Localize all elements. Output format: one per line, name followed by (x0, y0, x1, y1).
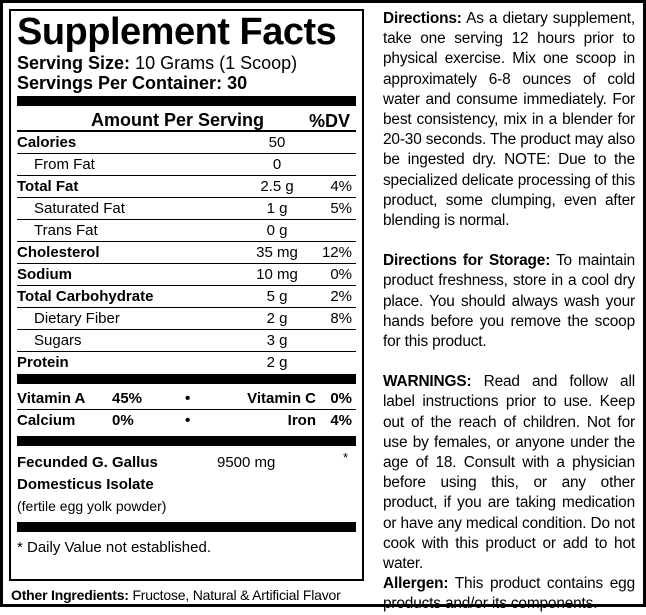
vitamin-value: 4% (330, 412, 352, 429)
nutrient-name: Dietary Fiber (34, 310, 120, 327)
allergen-label: Allergen: (383, 575, 449, 593)
servings-per-container (17, 73, 356, 93)
vitamin-value: 0% (330, 390, 352, 407)
nutrient-row (17, 264, 356, 286)
nutrient-row (17, 242, 356, 264)
nutrient-amount: 0 (272, 156, 282, 173)
ingredient-name-line1: Fecunded G. Gallus (17, 454, 158, 471)
nutrient-amount: 10 mg (256, 266, 298, 283)
other-ingredients-label: Other Ingredients: (11, 587, 129, 603)
nutrient-dv: 8% (330, 310, 352, 327)
nutrient-dv: 4% (330, 178, 352, 195)
serving-size (17, 53, 356, 73)
bullet-separator: • (185, 412, 191, 429)
nutrient-amount: 5 g (266, 288, 288, 305)
amount-per-serving-label: Amount Per Serving (91, 110, 265, 130)
nutrient-dv: 12% (321, 244, 352, 261)
nutrient-row (17, 176, 356, 198)
nutrient-name: Saturated Fat (34, 200, 125, 217)
allergen-text: This product contains egg products and/or its components. (383, 575, 635, 613)
directions-label: Directions: (383, 10, 462, 27)
nutrient-name: Cholesterol (17, 244, 100, 261)
bullet-separator: • (185, 390, 191, 407)
ingredient-amount: 9500 mg (217, 454, 276, 471)
directions (383, 9, 635, 231)
storage-directions (383, 251, 635, 352)
nutrient-name: Protein (17, 354, 69, 371)
instructions-column (383, 9, 635, 615)
warnings-label: WARNINGS: (383, 373, 472, 391)
serving-size-label: Serving Size: (17, 53, 131, 73)
thick-divider (17, 436, 356, 446)
supplement-facts-panel (9, 9, 364, 581)
nutrient-amount: 50 (268, 134, 286, 151)
footnote: * Daily Value not established. (17, 539, 212, 556)
nutrient-row (17, 286, 356, 308)
nutrient-amount: 2.5 g (260, 178, 294, 195)
vitamin-row (17, 410, 356, 432)
storage-label: Directions for Storage: (383, 252, 551, 270)
vitamin-name: Vitamin A (17, 390, 86, 407)
nutrient-amount: 3 g (266, 332, 288, 349)
nutrient-amount: 2 g (266, 310, 288, 327)
warnings (383, 372, 635, 574)
nutrient-row (17, 154, 356, 176)
other-ingredients (11, 585, 341, 605)
ingredient-name-line2: Domesticus Isolate (17, 476, 154, 493)
vitamin-name: Calcium (17, 412, 76, 429)
amount-header (17, 106, 356, 132)
vitamin-name: Vitamin C (247, 390, 316, 407)
nutrient-name: Total Fat (17, 178, 79, 195)
thick-divider (17, 96, 356, 106)
nutrient-amount: 1 g (266, 200, 288, 217)
nutrient-row (17, 220, 356, 242)
nutrient-row (17, 330, 356, 352)
serving-size-value: 10 Grams (1 Scoop) (135, 53, 298, 73)
nutrient-row (17, 198, 356, 220)
nutrient-name: From Fat (34, 156, 95, 173)
nutrient-row (17, 132, 356, 154)
nutrient-name: Calories (17, 134, 77, 151)
storage-text: To maintain product freshness, store in a cool dry place. You should always wash your hands before you remove the scoop for this product. (383, 252, 635, 351)
proprietary-ingredient (17, 446, 356, 516)
nutrient-amount: 35 mg (256, 244, 298, 261)
vitamin-row (17, 388, 356, 410)
other-ingredients-text: Fructose, Natural & Artificial Flavor (132, 587, 341, 603)
panel-title: Supplement Facts (17, 11, 337, 53)
nutrient-dv: 0% (330, 266, 352, 283)
nutrient-name: Sugars (34, 332, 82, 349)
vitamin-value: 0% (112, 412, 134, 429)
ingredient-dv-mark: * (342, 450, 348, 465)
nutrient-name: Total Carbohydrate (17, 288, 154, 305)
vitamin-name: Iron (287, 412, 316, 429)
dv-header: %DV (308, 111, 350, 131)
nutrient-amount: 0 g (266, 222, 288, 239)
ingredient-description: (fertile egg yolk powder) (17, 498, 167, 514)
directions-text: As a dietary supplement, take one serving 12 hours prior to physical exercise. Mix one scoop in approximately 6-8 ounces of cold water and consume immediately. For best consistency, mix in a blender for 20-30 seconds. The product may also be ingested dry. NOTE: Due to the specialized delicate processing of this product, some clumping, even after blending is normal. (383, 10, 635, 230)
allergen (383, 574, 635, 614)
nutrient-name: Sodium (17, 266, 72, 283)
thick-divider (17, 374, 356, 384)
vitamin-value: 45% (112, 390, 143, 407)
nutrient-row (17, 352, 356, 374)
nutrient-dv: 2% (330, 288, 352, 305)
nutrient-amount: 2 g (266, 354, 288, 371)
nutrient-dv: 5% (330, 200, 352, 217)
servings-per-container-value: 30 (227, 73, 248, 93)
thick-divider (17, 522, 356, 532)
nutrient-name: Trans Fat (34, 222, 98, 239)
servings-per-container-label: Servings Per Container: (17, 73, 223, 93)
nutrient-row (17, 308, 356, 330)
warnings-text: Read and follow all label instructions prior to use. Keep out of the reach of children. Not for use by females, or anyone under the age of 18. Consult with a physician before using this, or any other product, if you are taking medication or have any medical condition. Do not cook with this product or add to hot water. (383, 373, 635, 573)
